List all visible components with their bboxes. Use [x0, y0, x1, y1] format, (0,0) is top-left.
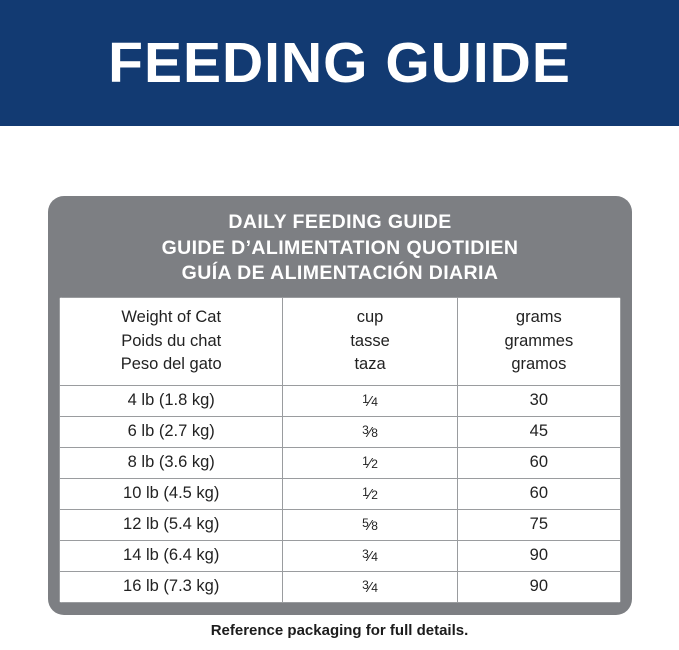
fraction-denominator: 8	[371, 426, 378, 441]
column-header-weight-en: Weight of Cat	[121, 308, 222, 327]
cell-grams: 60	[457, 479, 620, 510]
fraction-denominator: 8	[371, 519, 378, 534]
fraction: $^5$⁄8	[362, 516, 378, 535]
cell-cup	[283, 417, 457, 448]
feeding-guide-card	[48, 196, 632, 615]
cell-grams: 90	[457, 541, 620, 572]
column-header-cup-fr: tasse	[350, 331, 390, 350]
fraction-numerator: 5	[362, 516, 369, 531]
fraction-denominator: 2	[371, 457, 378, 472]
fraction-numerator: 3	[362, 547, 369, 562]
cell-grams: 75	[457, 510, 620, 541]
column-header-weight-es: Peso del gato	[120, 355, 222, 374]
fraction-numerator: 1	[362, 454, 369, 469]
table-row	[60, 510, 621, 541]
feeding-table-wrap	[59, 297, 621, 603]
table-row	[60, 417, 621, 448]
cell-cup	[283, 448, 457, 479]
header-banner	[0, 0, 679, 126]
fraction: $^1$⁄2	[362, 454, 378, 473]
table-row	[60, 479, 621, 510]
card-title-en: DAILY FEEDING GUIDE	[228, 211, 452, 233]
cell-weight: 16 lb (7.3 kg)	[60, 572, 283, 603]
fraction: $^1$⁄2	[362, 485, 378, 504]
column-header-grams	[457, 298, 620, 386]
table-row	[60, 386, 621, 417]
fraction: $^1$⁄4	[362, 392, 378, 411]
cell-weight: 4 lb (1.8 kg)	[60, 386, 283, 417]
footnote: Reference packaging for full details.	[210, 622, 469, 639]
column-header-grams-fr: grammes	[504, 331, 574, 350]
column-header-grams-en: grams	[515, 308, 562, 327]
cell-grams: 45	[457, 417, 620, 448]
card-heading	[48, 206, 632, 297]
cell-grams: 30	[457, 386, 620, 417]
cell-grams: 60	[457, 448, 620, 479]
cell-weight: 10 lb (4.5 kg)	[60, 479, 283, 510]
cell-cup	[283, 572, 457, 603]
fraction-numerator: 3	[362, 423, 369, 438]
column-header-grams-es: gramos	[511, 355, 567, 374]
fraction: $^3$⁄4	[362, 547, 378, 566]
cell-weight: 6 lb (2.7 kg)	[60, 417, 283, 448]
fraction-numerator: 3	[362, 578, 369, 593]
fraction-denominator: 4	[371, 581, 378, 596]
cell-weight: 8 lb (3.6 kg)	[60, 448, 283, 479]
fraction-numerator: 1	[362, 485, 369, 500]
column-header-cup	[283, 298, 457, 386]
table-row	[60, 448, 621, 479]
fraction-numerator: 1	[362, 392, 369, 407]
table-row	[60, 572, 621, 603]
fraction-denominator: 4	[371, 550, 378, 565]
cell-weight: 12 lb (5.4 kg)	[60, 510, 283, 541]
cell-cup	[283, 386, 457, 417]
column-header-cup-en: cup	[356, 308, 384, 327]
column-header-weight	[60, 298, 283, 386]
cell-weight: 14 lb (6.4 kg)	[60, 541, 283, 572]
fraction: $^3$⁄8	[362, 423, 378, 442]
page-title: FEEDING GUIDE	[108, 30, 571, 95]
fraction: $^3$⁄4	[362, 578, 378, 597]
card-title-fr: GUIDE D’ALIMENTATION QUOTIDIEN	[161, 236, 519, 259]
cell-cup	[283, 479, 457, 510]
column-header-weight-fr: Poids du chat	[121, 331, 222, 350]
fraction-denominator: 2	[371, 488, 378, 503]
cell-cup	[283, 510, 457, 541]
table-header-row	[60, 298, 621, 386]
column-header-cup-es: taza	[354, 355, 386, 374]
fraction-denominator: 4	[371, 395, 378, 410]
feeding-table	[59, 297, 621, 603]
table-row	[60, 541, 621, 572]
cell-cup	[283, 541, 457, 572]
cell-grams: 90	[457, 572, 620, 603]
card-title-es: GUÍA DE ALIMENTACIÓN DIARIA	[181, 262, 499, 285]
